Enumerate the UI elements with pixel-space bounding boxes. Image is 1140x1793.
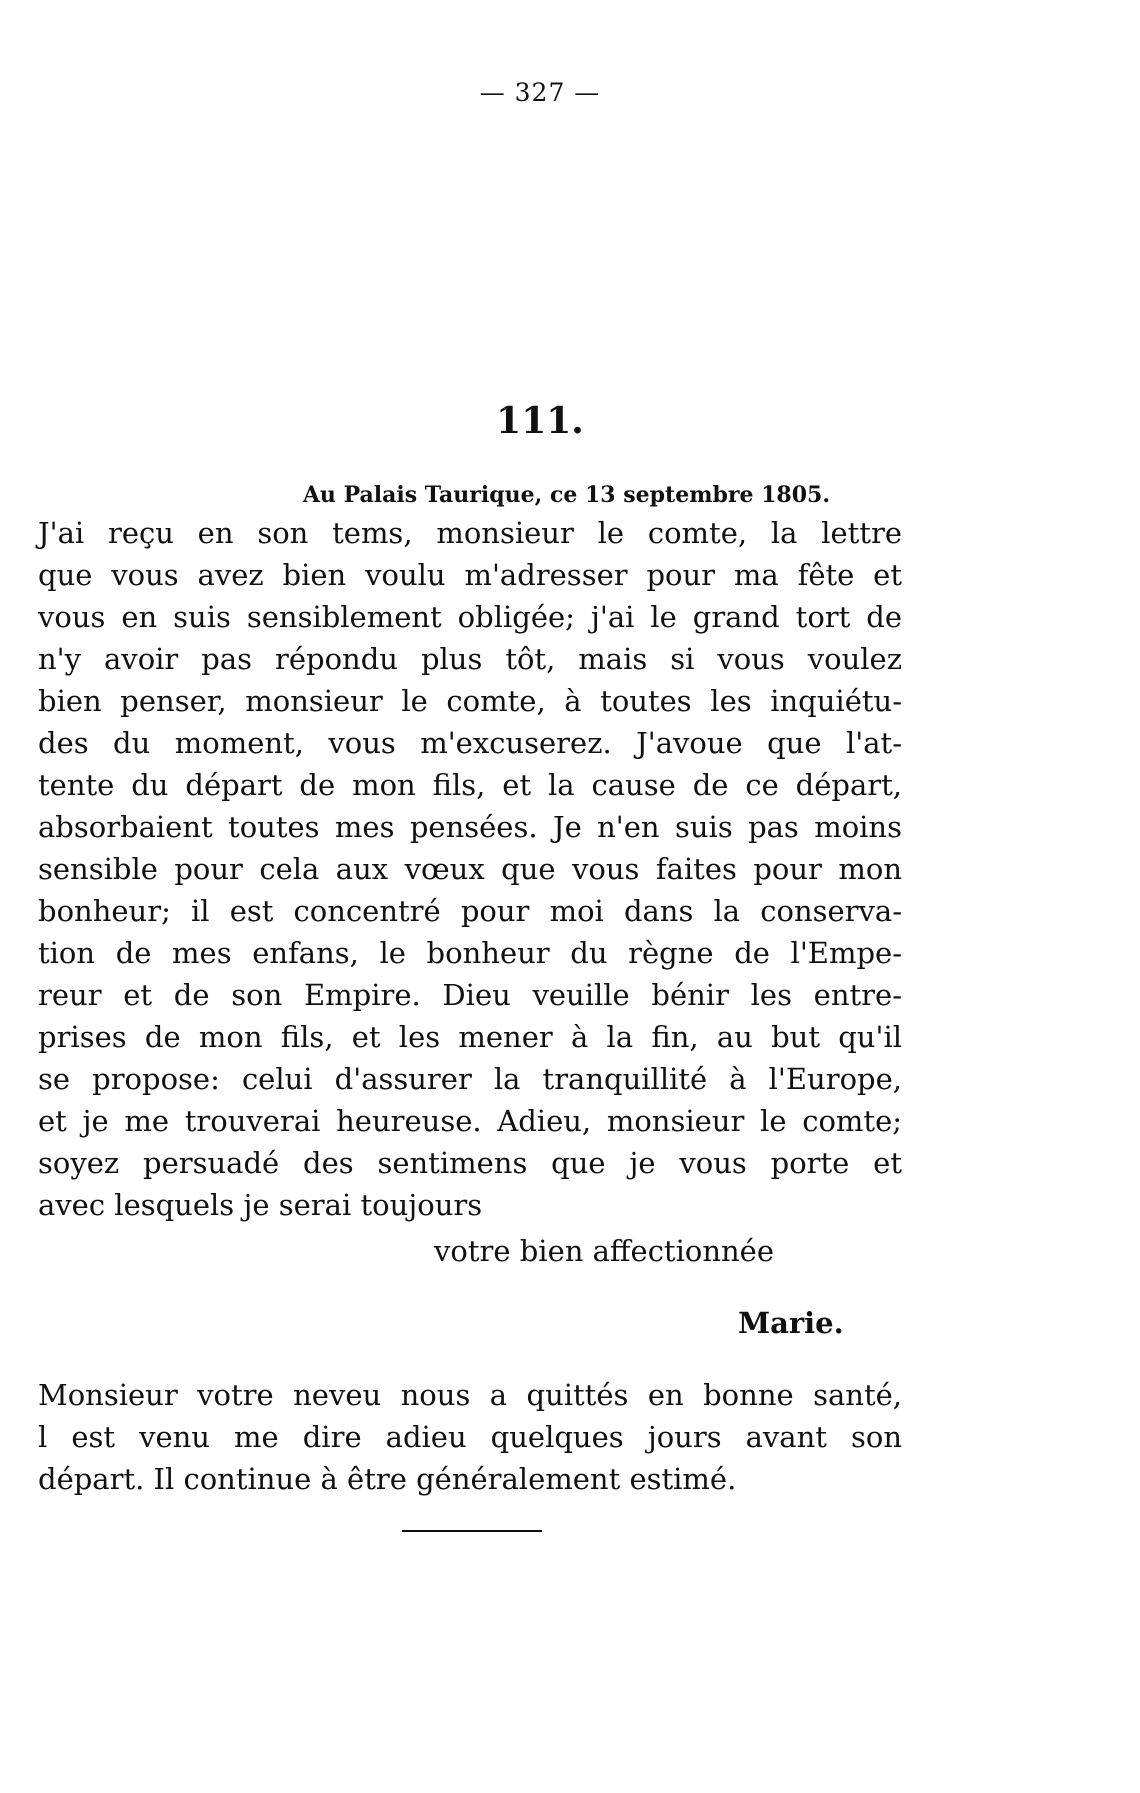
postscript-line: l est venu me dire adieu quelques jours avant son bbox=[38, 1420, 902, 1454]
body-line: sensible pour cela aux vœux que vous faites pour mon bbox=[38, 852, 902, 886]
body-line: soyez persuadé des sentimens que je vous porte et bbox=[38, 1146, 902, 1180]
body-line: vous en suis sensiblement obligée; j'ai le grand tort de bbox=[38, 600, 902, 634]
body-line: que vous avez bien voulu m'adresser pour ma fête et bbox=[38, 558, 902, 592]
body-line: absorbaient toutes mes pensées. Je n'en suis pas moins bbox=[38, 810, 902, 844]
closing-phrase: votre bien affectionnée bbox=[434, 1234, 774, 1268]
body-line: n'y avoir pas répondu plus tôt, mais si vous voulez bbox=[38, 642, 902, 676]
postscript-line: Monsieur votre neveu nous a quittés en bonne santé, bbox=[38, 1378, 902, 1412]
signature: Marie. bbox=[738, 1306, 844, 1340]
postscript bbox=[38, 1374, 902, 1500]
letter-number: 111. bbox=[496, 400, 584, 442]
body-line: se propose: celui d'assurer la tranquillité à l'Europe, bbox=[38, 1062, 902, 1096]
body-line: J'ai reçu en son tems, monsieur le comte, la lettre bbox=[38, 516, 902, 550]
body-line: prises de mon fils, et les mener à la fin, au but qu'il bbox=[38, 1020, 902, 1054]
letter-body bbox=[38, 512, 902, 1226]
dateline: Au Palais Taurique, ce 13 septembre 1805. bbox=[302, 482, 830, 508]
body-line: avec lesquels je serai toujours bbox=[38, 1188, 483, 1222]
body-line: bien penser, monsieur le comte, à toutes les inquiétu- bbox=[38, 684, 902, 718]
postscript-line: départ. Il continue à être généralement estimé. bbox=[38, 1462, 737, 1496]
body-line: bonheur; il est concentré pour moi dans la conserva- bbox=[38, 894, 902, 928]
body-line: et je me trouverai heureuse. Adieu, monsieur le comte; bbox=[38, 1104, 902, 1138]
page-number: — 327 — bbox=[479, 78, 601, 107]
body-line: tente du départ de mon fils, et la cause de ce départ, bbox=[38, 768, 902, 802]
body-line: reur et de son Empire. Dieu veuille bénir les entre- bbox=[38, 978, 902, 1012]
body-line: tion de mes enfans, le bonheur du règne de l'Empe- bbox=[38, 936, 902, 970]
section-divider bbox=[402, 1530, 542, 1532]
body-line: des du moment, vous m'excuserez. J'avoue que l'at- bbox=[38, 726, 902, 760]
